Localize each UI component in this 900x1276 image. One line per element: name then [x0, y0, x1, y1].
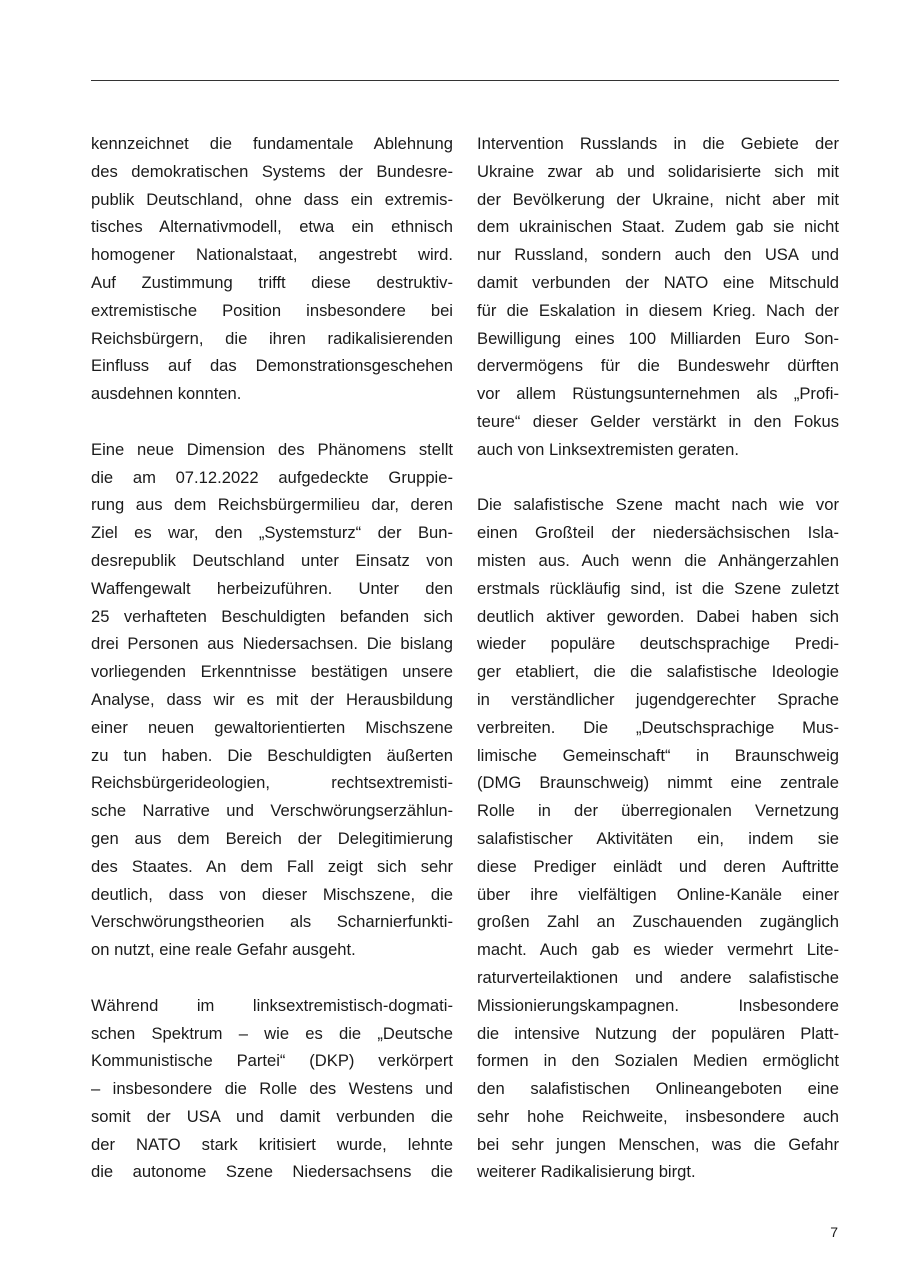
text-line: auch von Linksextremisten geraten. [477, 439, 739, 459]
text-line: Reichsbürgerideologien, rechtsextremisti- [91, 773, 453, 793]
text-line: in verständlicher jugendgerechter Sprache [477, 689, 839, 709]
text-line: vor allem Rüstungsunternehmen als „Profi- [477, 384, 839, 404]
text-line: Einfluss auf das Demonstrationsgeschehen [91, 356, 453, 376]
text-line: desrepublik Deutschland unter Einsatz von [91, 550, 453, 570]
text-line: der Bevölkerung der Ukraine, nicht aber mit [477, 189, 839, 209]
text-line: wieder populäre deutschsprachige Predi- [477, 634, 839, 654]
text-line: über ihre vielfältigen Online-Kanäle einer [477, 884, 839, 904]
text-line: (DMG Braunschweig) nimmt eine zentrale [477, 773, 839, 793]
text-line: dem ukrainischen Staat. Zudem gab sie nicht [477, 217, 839, 237]
text-line: einen Großteil der niedersächsischen Isla- [477, 523, 839, 543]
text-line: für die Eskalation in diesem Krieg. Nach der [477, 300, 839, 320]
text-line: die am 07.12.2022 aufgedeckte Gruppie- [91, 467, 453, 487]
text-line: zu tun haben. Die Beschuldigten äußerten [91, 745, 453, 765]
right-column [477, 130, 839, 1186]
text-line: Verschwörungstheorien als Scharnierfunkti- [91, 912, 453, 932]
text-line: Ziel es war, den „Systemsturz“ der Bun- [91, 523, 453, 543]
text-line: rung aus dem Reichsbürgermilieu dar, deren [91, 495, 453, 515]
text-line: misten aus. Auch wenn die Anhängerzahlen [477, 550, 839, 570]
text-line: erstmals rückläufig sind, ist die Szene zuletzt [477, 578, 839, 598]
text-line: Bewilligung eines 100 Milliarden Euro Son- [477, 328, 839, 348]
paragraph [91, 130, 453, 408]
text-line: Missionierungskampagnen. Insbesondere [477, 995, 839, 1015]
text-line: einer neuen gewaltorientierten Mischszene [91, 717, 453, 737]
paragraph [91, 992, 453, 1187]
text-line: Analyse, dass wir es mit der Herausbildung [91, 689, 453, 709]
text-line: 25 verhafteten Beschuldigten befanden sich [91, 606, 453, 626]
text-line: schen Spektrum – wie es die „Deutsche [91, 1023, 453, 1043]
text-line: kennzeichnet die fundamentale Ablehnung [91, 134, 453, 153]
text-line: sche Narrative und Verschwörungserzählun- [91, 801, 453, 821]
text-line: – insbesondere die Rolle des Westens und [91, 1079, 453, 1099]
text-line: Auf Zustimmung trifft diese destruktiv- [91, 272, 453, 292]
text-line: die autonome Szene Niedersachsens die [91, 1162, 453, 1182]
text-line: Waffengewalt herbeizuführen. Unter den [91, 578, 453, 598]
text-line: verbreiten. Die „Deutschsprachige Mus- [477, 717, 839, 737]
text-line: Kommunistische Partei“ (DKP) verkörpert [91, 1051, 453, 1071]
text-line: den salafistischen Onlineangeboten eine [477, 1079, 839, 1099]
text-line: ausdehnen konnten. [91, 384, 242, 404]
text-line: salafistischer Aktivitäten ein, indem sie [477, 828, 839, 848]
text-line: ger etabliert, die die salafistische Ideologie [477, 662, 839, 682]
text-line: diese Prediger einlädt und deren Auftritte [477, 856, 839, 876]
text-line: limische Gemeinschaft“ in Braunschweig [477, 745, 839, 765]
text-line: homogener Nationalstaat, angestrebt wird. [91, 245, 453, 265]
text-line: somit der USA und damit verbunden die [91, 1106, 453, 1126]
text-line: damit verbunden der NATO eine Mitschuld [477, 272, 839, 292]
text-line: extremistische Position insbesondere bei [91, 300, 453, 320]
text-line: großen Zahl an Zuschauenden zugänglich [477, 912, 839, 932]
text-line: drei Personen aus Niedersachsen. Die bislang [91, 634, 453, 654]
text-line: sehr hohe Reichweite, insbesondere auch [477, 1106, 839, 1126]
text-line: publik Deutschland, ohne dass ein extremis- [91, 189, 453, 209]
text-line: raturverteilaktionen und andere salafistische [477, 967, 839, 987]
text-line: dervermögens für die Bundeswehr dürften [477, 356, 839, 376]
text-line: des Staates. An dem Fall zeigt sich sehr [91, 856, 453, 876]
paragraph [91, 436, 453, 964]
header-rule [91, 80, 839, 81]
page-number: 7 [830, 1224, 838, 1240]
text-line: gen aus dem Bereich der Delegitimierung [91, 828, 453, 848]
text-line: on nutzt, eine reale Gefahr ausgeht. [91, 940, 356, 960]
text-line: weiterer Radikalisierung birgt. [477, 1162, 696, 1182]
text-line: Eine neue Dimension des Phänomens stellt [91, 439, 453, 459]
text-line: der NATO stark kritisiert wurde, lehnte [91, 1134, 453, 1154]
paragraph [477, 130, 839, 464]
text-line: Intervention Russlands in die Gebiete der [477, 134, 839, 153]
text-line: Während im linksextremistisch-dogmati- [91, 995, 453, 1015]
text-line: formen in den Sozialen Medien ermöglicht [477, 1051, 839, 1071]
text-line: Rolle in der überregionalen Vernetzung [477, 801, 839, 821]
paragraph [477, 491, 839, 1186]
text-line: des demokratischen Systems der Bundesre- [91, 161, 453, 181]
text-line: tisches Alternativmodell, etwa ein ethnisch [91, 217, 453, 237]
text-line: deutlich, dass von dieser Mischszene, die [91, 884, 453, 904]
text-line: deutlich aktiver geworden. Dabei haben sich [477, 606, 839, 626]
text-line: die intensive Nutzung der populären Platt- [477, 1023, 839, 1043]
text-line: macht. Auch gab es wieder vermehrt Lite- [477, 940, 839, 960]
text-line: vorliegenden Erkenntnisse bestätigen unsere [91, 662, 453, 682]
left-column [91, 130, 453, 1186]
text-line: teure“ dieser Gelder verstärkt in den Fokus [477, 411, 839, 431]
text-line: Die salafistische Szene macht nach wie vor [477, 495, 839, 515]
text-line: Reichsbürgern, die ihren radikalisierenden [91, 328, 453, 348]
text-line: nur Russland, sondern auch den USA und [477, 245, 839, 265]
text-line: Ukraine zwar ab und solidarisierte sich mit [477, 161, 839, 181]
text-line: bei sehr jungen Menschen, was die Gefahr [477, 1134, 839, 1154]
